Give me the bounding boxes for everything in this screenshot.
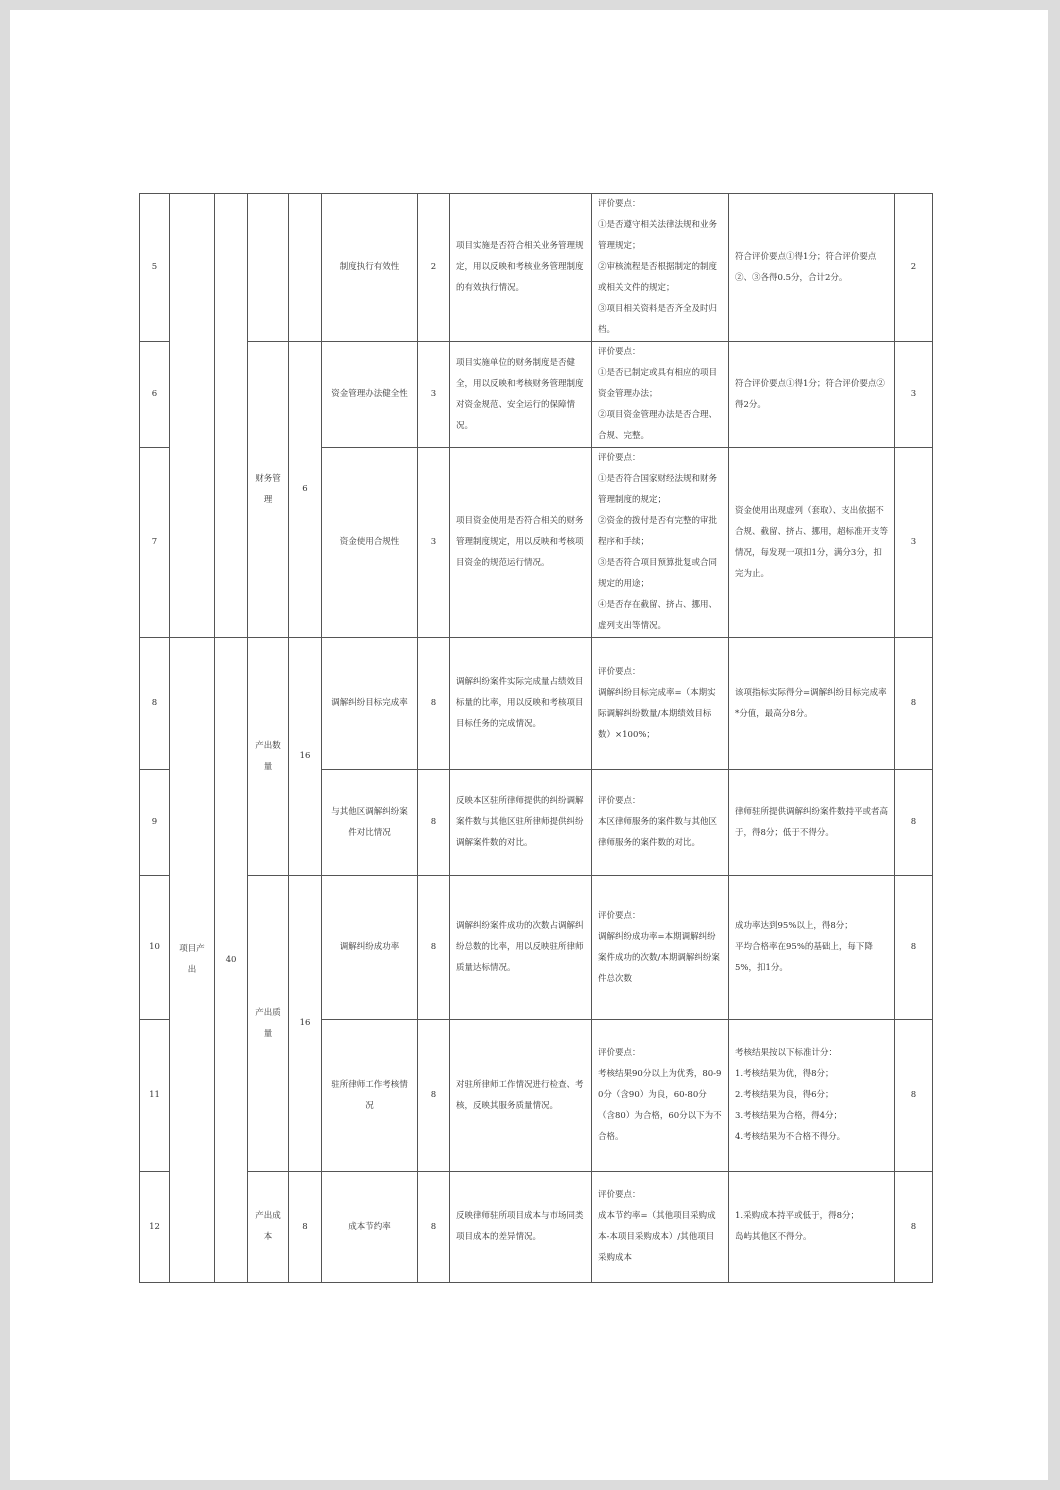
- score-value: 8: [895, 770, 933, 876]
- indicator-name: 成本节约率: [322, 1172, 418, 1283]
- indicator-explanation: 项目资金使用是否符合相关的财务管理制度规定，用以反映和考核项目资金的规范运行情况。: [450, 448, 592, 638]
- scoring-standard-line: 该项指标实际得分=调解纠纷目标完成率*分值，最高分8分。: [735, 687, 887, 719]
- scoring-standard-line: 2.考核结果为良，得6分；: [735, 1090, 834, 1100]
- indicator-explanation: 对驻所律师工作情况进行检查、考核，反映其服务质量情况。: [450, 1020, 592, 1172]
- indicator-weight: 8: [418, 1172, 450, 1283]
- indicator-explanation: 调解纠纷案件实际完成量占绩效目标量的比率，用以反映和考核项目目标任务的完成情况。: [450, 638, 592, 770]
- evaluation-point-line: 评价要点：: [598, 1048, 641, 1058]
- evaluation-point-line: ②项目资金管理办法是否合理、合规、完整。: [598, 410, 718, 441]
- evaluation-point-line: ①是否已制定或具有相应的项目资金管理办法；: [598, 368, 718, 399]
- level2-indicator-weight: 8: [289, 1172, 322, 1283]
- row-number: 11: [140, 1020, 170, 1172]
- evaluation-point-line: ③项目相关资料是否齐全及时归档。: [598, 304, 718, 335]
- score-value: 3: [895, 342, 933, 448]
- indicator-weight: 2: [418, 194, 450, 342]
- indicator-name: 资金使用合规性: [322, 448, 418, 638]
- row-number: 5: [140, 194, 170, 342]
- evaluation-point-line: 评价要点：: [598, 1190, 641, 1200]
- row-number: 9: [140, 770, 170, 876]
- level2-indicator-weight: 16: [289, 638, 322, 876]
- scoring-standard-line: 3.考核结果为合格，得4分；: [735, 1111, 843, 1121]
- evaluation-point-line: 评价要点：: [598, 666, 641, 677]
- level2-indicator-name: 产出数量: [248, 638, 289, 876]
- level1-weight-cell: [215, 194, 248, 638]
- evaluation-point-line: 评价要点：: [598, 453, 641, 463]
- level2-indicator-weight: 6: [289, 342, 322, 638]
- evaluation-point-line: 评价要点：: [598, 796, 641, 806]
- evaluation-point-line: ②资金的拨付是否有完整的审批程序和手续；: [598, 516, 718, 547]
- level2-indicator-name: 产出质量: [248, 876, 289, 1172]
- indicator-weight: 8: [418, 638, 450, 770]
- evaluation-point-line: 评价要点：: [598, 199, 641, 209]
- indicator-explanation: 项目实施是否符合相关业务管理规定，用以反映和考核业务管理制度的有效执行情况。: [450, 194, 592, 342]
- scoring-standard: [729, 1020, 895, 1172]
- scoring-standard-line: 1.考核结果为优，得8分；: [735, 1069, 834, 1079]
- indicator-weight: 3: [418, 448, 450, 638]
- indicator-name: 与其他区调解纠纷案件对比情况: [322, 770, 418, 876]
- score-value: 2: [895, 194, 933, 342]
- evaluation-point-line: ④是否存在截留、挤占、挪用、虚列支出等情况。: [598, 600, 718, 631]
- evaluation-points: [592, 1172, 729, 1283]
- evaluation-points: [592, 448, 729, 638]
- row-number: 8: [140, 638, 170, 770]
- scoring-standard-line: 岛屿其他区不得分。: [735, 1232, 812, 1242]
- table-row: [140, 1172, 933, 1283]
- scoring-standard-line: 考核结果按以下标准计分：: [735, 1048, 838, 1058]
- indicator-weight: 3: [418, 342, 450, 448]
- scoring-standard: [729, 194, 895, 342]
- row-number: 10: [140, 876, 170, 1020]
- indicator-explanation: 反映律师驻所项目成本与市场同类项目成本的差异情况。: [450, 1172, 592, 1283]
- level2-weight-cell: [289, 194, 322, 342]
- level1-indicator-cell: [170, 194, 215, 638]
- evaluation-point-line: 考核结果90分以上为优秀，80-90分（含90）为良，60-80分（含80）为合格，60分以下为不合格。: [598, 1069, 722, 1142]
- indicator-name: 资金管理办法健全性: [322, 342, 418, 448]
- table-row: [140, 638, 933, 770]
- indicator-name: 调解纠纷成功率: [322, 876, 418, 1020]
- indicator-name: 驻所律师工作考核情况: [322, 1020, 418, 1172]
- indicator-name: 制度执行有效性: [322, 194, 418, 342]
- evaluation-point-line: 评价要点：: [598, 347, 641, 357]
- document-page: [10, 10, 1048, 1480]
- evaluation-point-line: ①是否符合国家财经法规和财务管理制度的规定；: [598, 474, 718, 505]
- score-value: 8: [895, 638, 933, 770]
- scoring-table: [139, 193, 933, 1283]
- evaluation-point-line: 调解纠纷成功率=本期调解纠纷案件成功的次数/本期调解纠纷案件总次数: [598, 931, 720, 984]
- scoring-standard-line: 资金使用出现虚列（套取）、支出依据不合规、截留、挤占、挪用，超标准开支等情况，每发现一项扣1分，满分3分，扣完为止。: [735, 505, 889, 579]
- evaluation-points: [592, 770, 729, 876]
- scoring-standard: [729, 876, 895, 1020]
- level2-indicator-name: 财务管理: [248, 342, 289, 638]
- level2-indicator-name: 产出成本: [248, 1172, 289, 1283]
- table-row: [140, 876, 933, 1020]
- evaluation-points: [592, 638, 729, 770]
- evaluation-point-line: 本区律师服务的案件数与其他区律师服务的案件数的对比。: [598, 817, 718, 848]
- level1-indicator-name: 项目产出: [170, 638, 215, 1283]
- row-number: 7: [140, 448, 170, 638]
- scoring-standard-line: 符合评价要点①得1分；符合评价要点②、③各得0.5分，合计2分。: [735, 251, 877, 283]
- scoring-standard: [729, 638, 895, 770]
- evaluation-points: [592, 1020, 729, 1172]
- indicator-explanation: 反映本区驻所律师提供的纠纷调解案件数与其他区驻所律师提供纠纷调解案件数的对比。: [450, 770, 592, 876]
- level2-indicator-weight: 16: [289, 876, 322, 1172]
- indicator-weight: 8: [418, 1020, 450, 1172]
- score-value: 8: [895, 1020, 933, 1172]
- evaluation-points: [592, 342, 729, 448]
- table-row: [140, 342, 933, 448]
- row-number: 12: [140, 1172, 170, 1283]
- indicator-name: 调解纠纷目标完成率: [322, 638, 418, 770]
- scoring-standard-line: 平均合格率在95%的基础上，每下降5%，扣1分。: [735, 942, 873, 973]
- scoring-standard: [729, 1172, 895, 1283]
- indicator-explanation: 项目实施单位的财务制度是否健全，用以反映和考核财务管理制度对资金规范、安全运行的保障情况。: [450, 342, 592, 448]
- evaluation-point-line: 调解纠纷目标完成率=（本期实际调解纠纷数量/本期绩效目标数）×100%；: [598, 687, 716, 740]
- row-number: 6: [140, 342, 170, 448]
- evaluation-point-line: ③是否符合项目预算批复或合同规定的用途；: [598, 558, 718, 589]
- scoring-standard-line: 律师驻所提供调解纠纷案件数持平或者高于，得8分；低于不得分。: [735, 806, 889, 838]
- level1-indicator-weight: 40: [215, 638, 248, 1283]
- table-row: [140, 194, 933, 342]
- score-value: 3: [895, 448, 933, 638]
- scoring-standard-line: 4.考核结果为不合格不得分。: [735, 1132, 846, 1142]
- level2-indicator-cell: [248, 194, 289, 342]
- scoring-standard: [729, 770, 895, 876]
- evaluation-point-line: 评价要点：: [598, 910, 641, 921]
- evaluation-point-line: 成本节约率=（其他项目采购成本-本项目采购成本）/其他项目采购成本: [598, 1211, 716, 1263]
- scoring-standard: [729, 342, 895, 448]
- evaluation-point-line: ②审核流程是否根据制定的制度或相关文件的规定；: [598, 262, 718, 293]
- evaluation-points: [592, 876, 729, 1020]
- score-value: 8: [895, 1172, 933, 1283]
- indicator-explanation: 调解纠纷案件成功的次数占调解纠纷总数的比率，用以反映驻所律师质量达标情况。: [450, 876, 592, 1020]
- score-value: 8: [895, 876, 933, 1020]
- scoring-standard-line: 成功率达到95%以上，得8分；: [735, 921, 853, 931]
- scoring-standard-line: 1.采购成本持平或低于，得8分；: [735, 1211, 860, 1221]
- indicator-weight: 8: [418, 770, 450, 876]
- scoring-standard-line: 符合评价要点①得1分；符合评价要点②得2分。: [735, 378, 885, 410]
- evaluation-points: [592, 194, 729, 342]
- indicator-weight: 8: [418, 876, 450, 1020]
- evaluation-point-line: ①是否遵守相关法律法规和业务管理规定；: [598, 220, 718, 251]
- scoring-standard: [729, 448, 895, 638]
